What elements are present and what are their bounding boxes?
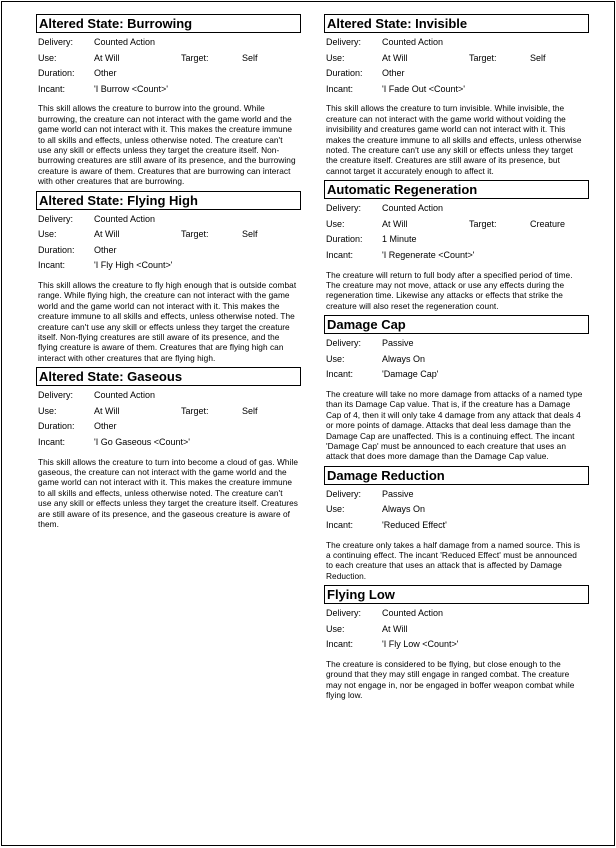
- incant-row: [36, 435, 301, 451]
- delivery-value: Passive: [382, 488, 414, 499]
- skill-description: This skill allows the creature to fly high enough that is outside combat range. While flying high, the creature can not interact with the game world and the game world can not interact with it. This makes the creature immune to all skills and effects, unless otherwise noted. The creature can't use any skill or effects unless they target the creature itself. Non-flying creatures are still aware of its presence, and the flying creature is aware of them. Creatures that are flying high can interact with other creatures that are flying high.: [38, 280, 297, 363]
- incant-row: [36, 82, 301, 98]
- duration-label: Duration:: [326, 234, 363, 245]
- use-row: [36, 404, 301, 420]
- use-value: Always On: [382, 504, 426, 515]
- use-value: At Will: [94, 52, 120, 63]
- left-column: [36, 14, 301, 533]
- incant-row: [324, 248, 589, 264]
- delivery-label: Delivery:: [38, 213, 74, 224]
- delivery-row: [324, 336, 589, 352]
- skill-description: This skill allows the creature to turn invisible. While invisible, the creature can not interact with the game world without voiding the invisibility and creatures game world can not interact with it. This makes the creature immune to all skills and effects, unless otherwise noted. The creature can't use any skill or effects unless they target the creature itself. Creatures are still aware of its presence, but cannot target it accurately enough to affect it.: [326, 103, 582, 176]
- use-value: At Will: [94, 405, 120, 416]
- duration-value: Other: [94, 421, 117, 432]
- skill-title: Altered State: Invisible: [324, 14, 589, 33]
- skill-title: Automatic Regeneration: [324, 180, 589, 199]
- incant-value: 'I Fly High <Count>': [94, 260, 173, 271]
- incant-row: [324, 82, 589, 98]
- duration-row: [36, 243, 301, 259]
- delivery-row: [36, 212, 301, 228]
- right-column: [324, 14, 589, 705]
- skill-description: This skill allows the creature to turn into become a cloud of gas. While gaseous, the creature can not interact with the game world and the game world can not interact with it. This makes the creature immune to all skills and effects, unless otherwise noted. The creature can't use any skill or effects unless they target the creature itself. Creatures are still aware of its presence, and the gaseous creature is aware of them.: [38, 456, 299, 530]
- use-label: Use:: [326, 504, 345, 515]
- target-value: Self: [242, 405, 258, 416]
- duration-row: [36, 66, 301, 82]
- skill-damage-cap: [324, 315, 589, 462]
- target-label: Target:: [469, 218, 497, 229]
- incant-row: [324, 367, 589, 383]
- skill-title: Damage Reduction: [324, 466, 589, 485]
- duration-label: Duration:: [38, 421, 75, 432]
- page: [1, 1, 615, 846]
- incant-label: Incant:: [326, 83, 354, 94]
- incant-value: 'I Fade Out <Count>': [382, 83, 465, 94]
- use-label: Use:: [38, 52, 57, 63]
- incant-label: Incant:: [38, 437, 66, 448]
- target-value: Self: [242, 229, 258, 240]
- use-row: [36, 227, 301, 243]
- delivery-label: Delivery:: [326, 338, 362, 349]
- delivery-label: Delivery:: [38, 37, 74, 47]
- incant-label: Incant:: [38, 83, 66, 94]
- use-value: At Will: [382, 623, 408, 634]
- delivery-row: [324, 201, 589, 217]
- use-value: At Will: [94, 229, 120, 240]
- skill-altered-state-invisible: [324, 14, 589, 176]
- use-value: At Will: [382, 218, 408, 229]
- incant-row: [324, 518, 589, 534]
- delivery-value: Counted Action: [94, 390, 156, 401]
- delivery-label: Delivery:: [38, 390, 74, 401]
- use-row: [324, 51, 589, 67]
- use-label: Use:: [38, 405, 57, 416]
- duration-value: 1 Minute: [382, 234, 417, 245]
- use-value: Always On: [382, 353, 426, 364]
- skill-description: The creature will take no more damage from attacks of a named type than its Damage Cap value. That is, if the creature has a Damage Cap of 4, then it will only take 4 damage from any attack that deals 4 or more points of damage. Attacks that deal less damage than the Damage Cap are unaffected. This is a continuing effect. The incant 'Damage Cap' must be announced to each creature that uses an attack that does more damage than the Damage Cap value.: [326, 389, 583, 462]
- delivery-label: Delivery:: [326, 203, 362, 214]
- duration-label: Duration:: [326, 68, 363, 79]
- use-row: [324, 502, 589, 518]
- skill-title: Altered State: Gaseous: [36, 367, 301, 386]
- delivery-label: Delivery:: [326, 488, 362, 499]
- target-label: Target:: [181, 229, 209, 240]
- delivery-label: Delivery:: [326, 37, 362, 47]
- duration-value: Other: [94, 244, 117, 255]
- delivery-row: [324, 35, 589, 51]
- incant-label: Incant:: [326, 639, 354, 650]
- use-label: Use:: [326, 623, 345, 634]
- skill-altered-state-gaseous: [36, 367, 301, 529]
- incant-value: 'I Fly Low <Count>': [382, 639, 459, 650]
- skill-title: Altered State: Burrowing: [36, 14, 301, 33]
- use-row: [324, 352, 589, 368]
- use-row: [36, 51, 301, 67]
- incant-row: [36, 258, 301, 274]
- skill-title: Damage Cap: [324, 315, 589, 334]
- incant-value: 'I Burrow <Count>': [94, 83, 168, 94]
- target-label: Target:: [181, 405, 209, 416]
- delivery-value: Counted Action: [94, 37, 156, 47]
- delivery-row: [324, 487, 589, 503]
- target-label: Target:: [469, 52, 497, 63]
- delivery-value: Passive: [382, 338, 414, 349]
- use-label: Use:: [326, 218, 345, 229]
- skill-description: The creature only takes a half damage from a named source. This is a continuing effect. The incant 'Reduced Effect' must be announced to each creature that uses an attack that is affected by Damage Reduction.: [326, 539, 581, 581]
- delivery-label: Delivery:: [326, 608, 362, 619]
- target-value: Creature: [530, 218, 566, 229]
- duration-row: [36, 419, 301, 435]
- incant-label: Incant:: [326, 369, 354, 380]
- incant-value: 'I Go Gaseous <Count>': [94, 437, 190, 448]
- delivery-value: Counted Action: [382, 608, 444, 619]
- duration-label: Duration:: [38, 244, 75, 255]
- skill-altered-state-flying-high: [36, 191, 301, 364]
- target-label: Target:: [181, 52, 209, 63]
- target-value: Self: [530, 52, 546, 63]
- delivery-row: [36, 35, 301, 51]
- delivery-value: Counted Action: [382, 203, 444, 214]
- skill-description: This skill allows the creature to burrow into the ground. While burrowing, the creature can not interact with the game world and the game world can not interact with it. This makes the creature immune to all skills and effects, unless otherwise noted. The creature can't use any skill or effects unless they target the creature itself. Non-burrowing creatures are still aware of its presence, and the burrowing creature is aware of them. Creatures that are burrowing can interact with other creatures that are burrowing.: [38, 103, 296, 187]
- skill-flying-low: [324, 585, 589, 700]
- skill-altered-state-burrowing: [36, 14, 301, 187]
- incant-label: Incant:: [326, 520, 354, 531]
- incant-value: 'Reduced Effect': [382, 520, 447, 531]
- duration-row: [324, 66, 589, 82]
- duration-row: [324, 232, 589, 248]
- skill-automatic-regeneration: [324, 180, 589, 311]
- use-label: Use:: [326, 353, 345, 364]
- skill-description: The creature is considered to be flying, but close enough to the ground that they may still engage in ranged combat. The creature may not engage in, nor be engaged in boffer weapon combat while flying low.: [326, 659, 575, 701]
- incant-value: 'Damage Cap': [382, 369, 439, 380]
- incant-row: [324, 637, 589, 653]
- skill-title: Altered State: Flying High: [36, 191, 301, 210]
- use-label: Use:: [38, 229, 57, 240]
- duration-label: Duration:: [38, 68, 75, 79]
- use-row: [324, 217, 589, 233]
- incant-label: Incant:: [38, 260, 66, 271]
- target-value: Self: [242, 52, 258, 63]
- skill-title: Flying Low: [324, 585, 589, 604]
- use-row: [324, 622, 589, 638]
- duration-value: Other: [94, 68, 117, 79]
- delivery-row: [36, 388, 301, 404]
- duration-value: Other: [382, 68, 405, 79]
- use-value: At Will: [382, 52, 408, 63]
- delivery-value: Counted Action: [382, 37, 444, 47]
- delivery-value: Counted Action: [94, 213, 156, 224]
- incant-value: 'I Regenerate <Count>': [382, 250, 475, 260]
- use-label: Use:: [326, 52, 345, 63]
- delivery-row: [324, 606, 589, 622]
- incant-label: Incant:: [326, 250, 354, 260]
- skill-description: The creature will return to full body after a specified period of time. The creature may not move, attack or use any effects during the regeneration time. Likewise any attacks or effects that strike the creature will also reset the regeneration count.: [326, 269, 573, 311]
- skill-damage-reduction: [324, 466, 589, 581]
